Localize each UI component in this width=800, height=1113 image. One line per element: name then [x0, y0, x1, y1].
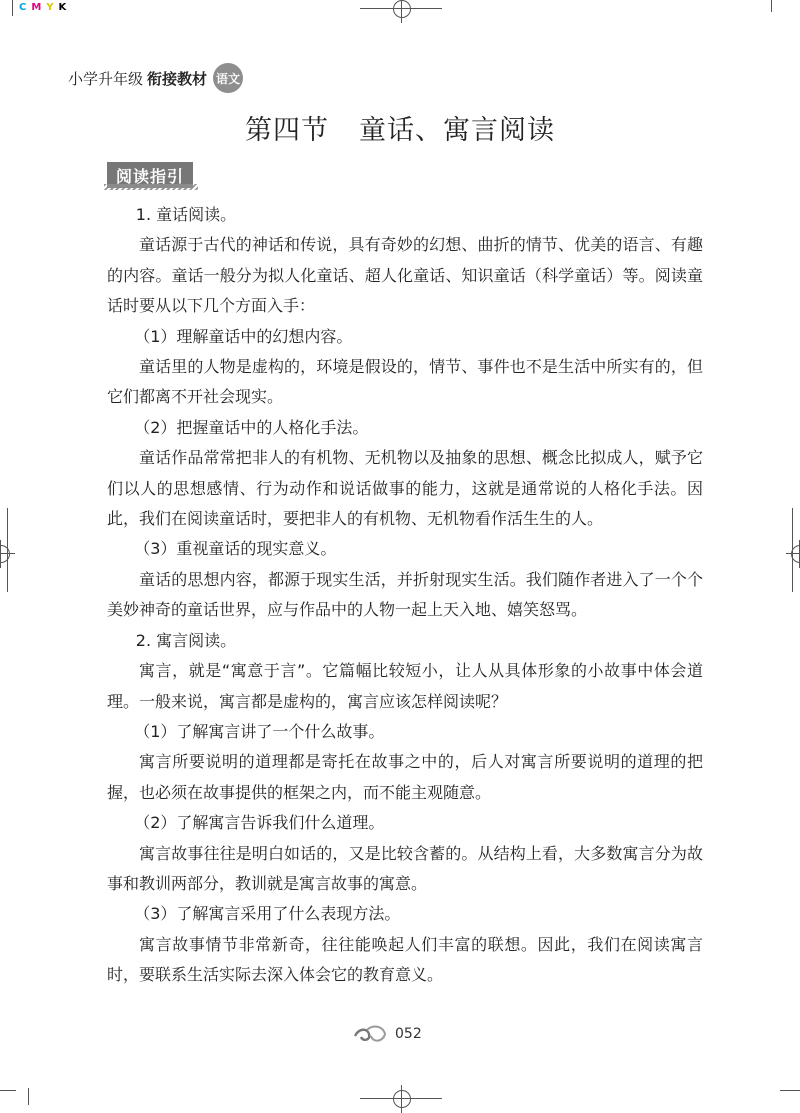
crop-line-left	[7, 508, 8, 592]
paragraph: 寓言所要说明的道理都是寄托在故事之中的，后人对寓言所要说明的道理的把握，也必须在故事提供的框架之内，而不能主观随意。	[107, 752, 703, 802]
page-title	[0, 108, 800, 147]
crop-line-right	[792, 508, 793, 592]
paragraph: 寓言故事往往是明白如话的，又是比较含蓄的。从结构上看，大多数寓言分为故事和教训两部分，教训就是寓言故事的寓意。	[107, 843, 703, 893]
paragraph: 寓言故事情节非常新奇，往往能唤起人们丰富的联想。因此，我们在阅读寓言时，要联系生活实际去深入体会它的教育意义。	[107, 934, 703, 985]
series-name: 小学升年级	[68, 69, 144, 88]
crop-line-top	[360, 8, 442, 9]
cmyk-y: Y	[46, 2, 54, 13]
article-body	[107, 200, 703, 991]
swirl-ornament-icon	[353, 1024, 387, 1044]
paragraph: 寓言，就是“寓意于言”。它篇幅比较短小，让人从具体形象的小故事中体会道理。一般来说，寓言都是虚构的，寓言应该怎样阅读呢？	[107, 661, 703, 711]
subheading: （1）了解寓言讲了一个什么故事。	[134, 721, 385, 741]
crop-mark-bottom-left-v	[28, 1088, 29, 1105]
subheading: （3）重视童话的现实意义。	[134, 539, 337, 559]
section-tag: 阅读指引	[107, 162, 193, 188]
crop-mark-bottom-right	[780, 1090, 800, 1091]
crop-mark-top-right	[771, 0, 772, 12]
heading-fairy-tale: 1. 童话阅读。	[135, 205, 237, 224]
crop-mark-bottom-left	[0, 1090, 16, 1091]
section-topic: 童话、寓言阅读	[359, 115, 555, 146]
crop-line-bottom	[360, 1098, 442, 1099]
cmyk-color-bar	[18, 2, 67, 13]
series-name-bold: 衔接教材	[147, 69, 208, 88]
series-header	[68, 63, 243, 93]
registration-mark-left	[0, 545, 10, 563]
section-number: 第四节	[245, 115, 329, 146]
paragraph: 童话源于古代的神话和传说，具有奇妙的幻想、曲折的情节、优美的语言、有趣的内容。童话一般分为拟人化童话、超人化童话、知识童话（科学童话）等。阅读童话时要从以下几个方面入手：	[107, 235, 703, 316]
heading-fable: 2. 寓言阅读。	[135, 630, 237, 650]
subject-badge: 语文	[213, 63, 243, 93]
subheading: （1）理解童话中的幻想内容。	[134, 326, 353, 346]
cmyk-k: K	[58, 2, 67, 13]
registration-mark-top	[393, 0, 411, 18]
subheading: （2）了解寓言告诉我们什么道理。	[134, 813, 385, 833]
subheading: （2）把握童话中的人格化手法。	[134, 417, 369, 437]
crop-mark-top-left	[12, 0, 13, 16]
page-footer	[353, 1024, 422, 1044]
page-number: 052	[395, 1026, 422, 1042]
registration-mark-bottom	[393, 1090, 411, 1108]
subheading: （3）了解寓言采用了什么表现方法。	[134, 904, 401, 924]
paragraph: 童话作品常常把非人的有机物、无机物以及抽象的思想、概念比拟成人，赋予它们以人的思想感情、行为动作和说话做事的能力，这就是通常说的人格化手法。因此，我们在阅读童话时，要把非人的有机物、无机物看作活生生的人。	[107, 448, 703, 529]
cmyk-m: M	[31, 2, 42, 13]
cmyk-c: C	[19, 2, 27, 13]
paragraph: 童话的思想内容，都源于现实生活，并折射现实生活。我们随作者进入了一个个美妙神奇的童话世界，应与作品中的人物一起上天入地、嬉笑怒骂。	[107, 569, 703, 620]
paragraph: 童话里的人物是虚构的，环境是假设的，情节、事件也不是生活中所实有的，但它们都离不开社会现实。	[107, 357, 703, 407]
